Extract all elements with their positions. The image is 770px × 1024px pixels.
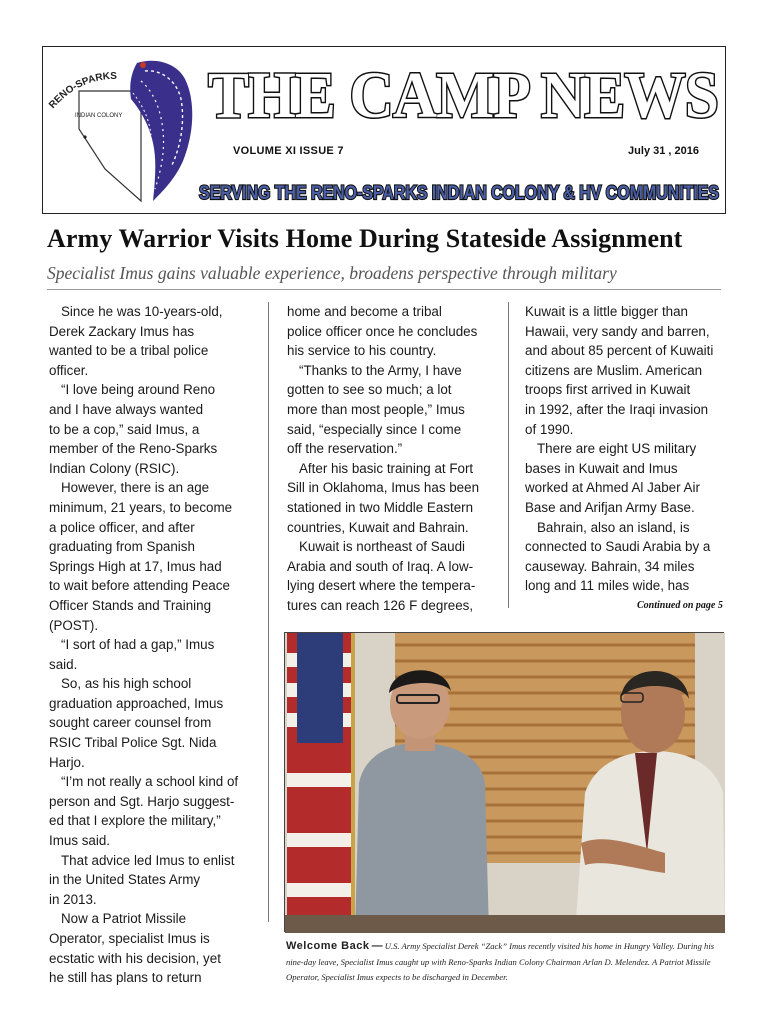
text-line: “I sort of had a gap,” Imus bbox=[61, 637, 215, 653]
text-line: and about 85 percent of Kuwaiti bbox=[525, 343, 714, 359]
text-line: Now a Patriot Missile bbox=[61, 911, 187, 927]
issue-date: July 31 , 2016 bbox=[628, 145, 699, 157]
text-line: graduation approached, Imus bbox=[49, 695, 224, 711]
article-column-3 bbox=[525, 302, 730, 596]
photo-caption bbox=[286, 939, 726, 986]
text-line: (POST). bbox=[49, 617, 99, 633]
text-line: person and Sgt. Harjo suggest- bbox=[49, 793, 235, 809]
text-line: citizens are Muslim. American bbox=[525, 362, 703, 378]
logo-text-bottom: INDIAN COLONY bbox=[75, 113, 123, 119]
text-line: countries, Kuwait and Bahrain. bbox=[287, 519, 469, 535]
svg-text:SERVING THE RENO-SPARKS INDIAN: SERVING THE RENO-SPARKS INDIAN COLONY & HV COMMUNITIES bbox=[199, 183, 719, 204]
logo-text-top: RENO-SPARKS bbox=[47, 70, 117, 111]
photo-illustration bbox=[285, 633, 725, 933]
text-line: member of the Reno-Sparks bbox=[49, 441, 218, 457]
text-line: Hawaii, very sandy and barren, bbox=[525, 323, 710, 339]
text-line: Operator, specialist Imus is bbox=[49, 931, 210, 946]
text-line: Imus said. bbox=[49, 833, 111, 849]
svg-text:THE CAMP NEWS: THE CAMP NEWS bbox=[208, 59, 718, 132]
caption-dash: — bbox=[371, 940, 383, 952]
text-line: officer. bbox=[49, 362, 89, 378]
text-line: stationed in two Middle Eastern bbox=[287, 499, 474, 515]
article-subhead: Specialist Imus gains valuable experience, broadens perspective through military bbox=[47, 263, 617, 283]
text-line: lying desert where the tempera- bbox=[287, 578, 476, 594]
text-line: Kuwait is northeast of Saudi bbox=[299, 539, 465, 555]
star-icon bbox=[83, 135, 86, 138]
text-line: said. bbox=[49, 656, 78, 672]
text-line: troops first arrived in Kuwait bbox=[525, 382, 691, 398]
text-line: in 1992, after the Iraqi invasion bbox=[525, 401, 709, 417]
text-line: to be a cop,” said Imus, a bbox=[49, 421, 200, 437]
text-line: “Thanks to the Army, I have bbox=[299, 362, 462, 378]
column-divider bbox=[508, 302, 509, 608]
text-line: in 2013. bbox=[49, 891, 97, 907]
text-line: causeway. Bahrain, 34 miles bbox=[525, 558, 695, 574]
text-line: Arabia and south of Iraq. A low- bbox=[287, 558, 474, 574]
text-line: “I love being around Reno bbox=[61, 382, 216, 398]
text-line: Harjo. bbox=[49, 754, 85, 770]
text-line: connected to Saudi Arabia by a bbox=[525, 539, 711, 555]
headdress-icon bbox=[130, 61, 192, 201]
text-line: bases in Kuwait and Imus bbox=[525, 460, 678, 476]
article-column-1 bbox=[49, 302, 254, 988]
text-line: police officer once he concludes bbox=[287, 323, 478, 339]
text-line: in the United States Army bbox=[49, 872, 201, 888]
caption-lead: Welcome Back bbox=[286, 940, 370, 952]
text-line: Kuwait is a little bigger than bbox=[525, 304, 689, 319]
masthead-title bbox=[203, 53, 723, 131]
text-line: worked at Ahmed Al Jaber Air bbox=[525, 480, 700, 496]
column-divider bbox=[268, 302, 269, 922]
volume-issue: VOLUME XI ISSUE 7 bbox=[233, 145, 344, 157]
divider bbox=[47, 289, 721, 290]
article-photo bbox=[284, 632, 724, 932]
us-flag-icon bbox=[287, 633, 355, 933]
text-line: wanted to be a tribal police bbox=[49, 343, 209, 359]
continued-note: Continued on page 5 bbox=[637, 600, 723, 611]
text-line: said, “especially since I come bbox=[287, 421, 462, 437]
text-line: home and become a tribal bbox=[287, 304, 442, 319]
text-line: ed that I explore the military,” bbox=[49, 813, 221, 829]
text-line: There are eight US military bbox=[537, 441, 697, 457]
text-line: minimum, 21 years, to become bbox=[49, 499, 233, 515]
text-line: However, there is an age bbox=[61, 480, 210, 496]
text-line: Sill in Oklahoma, Imus has been bbox=[287, 480, 480, 496]
text-line: more than most people,” Imus bbox=[287, 401, 465, 417]
text-line: Since he was 10-years-old, bbox=[61, 304, 223, 319]
article-headline: Army Warrior Visits Home During Stateside Assignment bbox=[47, 224, 683, 253]
caption-text: U.S. Army Specialist Derek “Zack” Imus recently visited his home in Hungry Valley. During his nine-day leave, Specialist Imus caught up with Reno-Sparks Indian Colony Chairman Arlan D. Melendez. A Patriot Missile Operator, Specialist Imus expects to be discharged in December. bbox=[286, 941, 715, 982]
text-line: his service to his country. bbox=[287, 343, 437, 359]
masthead-slogan bbox=[193, 175, 725, 209]
text-line: and I have always wanted bbox=[49, 401, 204, 417]
text-line: to wait before attending Peace bbox=[49, 578, 230, 594]
text-line: “I’m not really a school kind of bbox=[61, 774, 239, 790]
text-line: he still has plans to return bbox=[49, 970, 202, 986]
article-column-2 bbox=[287, 302, 492, 616]
text-line: gotten to see so much; a lot bbox=[287, 382, 452, 398]
text-line: Bahrain, also an island, is bbox=[537, 519, 690, 535]
text-line: tures can reach 126 F degrees, bbox=[287, 597, 474, 613]
text-line: of 1990. bbox=[525, 421, 574, 437]
text-line: off the reservation.” bbox=[287, 441, 403, 457]
text-line: So, as his high school bbox=[61, 676, 192, 692]
text-line: RSIC Tribal Police Sgt. Nida bbox=[49, 735, 217, 751]
text-line: Base and Arifjan Army Base. bbox=[525, 499, 695, 515]
text-line: graduating from Spanish bbox=[49, 539, 195, 555]
text-line: Springs High at 17, Imus had bbox=[49, 558, 222, 574]
text-line: After his basic training at Fort bbox=[299, 460, 474, 476]
text-line: long and 11 miles wide, has bbox=[525, 578, 690, 594]
colony-logo bbox=[45, 51, 213, 211]
text-line: Derek Zackary Imus has bbox=[49, 323, 195, 339]
text-line: ecstatic with his decision, yet bbox=[49, 950, 221, 966]
text-line: That advice led Imus to enlist bbox=[61, 852, 235, 868]
text-line: a police officer, and after bbox=[49, 519, 195, 535]
text-line: sought career counsel from bbox=[49, 715, 212, 731]
text-line: Officer Stands and Training bbox=[49, 597, 212, 613]
masthead bbox=[42, 46, 726, 214]
text-line: Indian Colony (RSIC). bbox=[49, 460, 180, 476]
